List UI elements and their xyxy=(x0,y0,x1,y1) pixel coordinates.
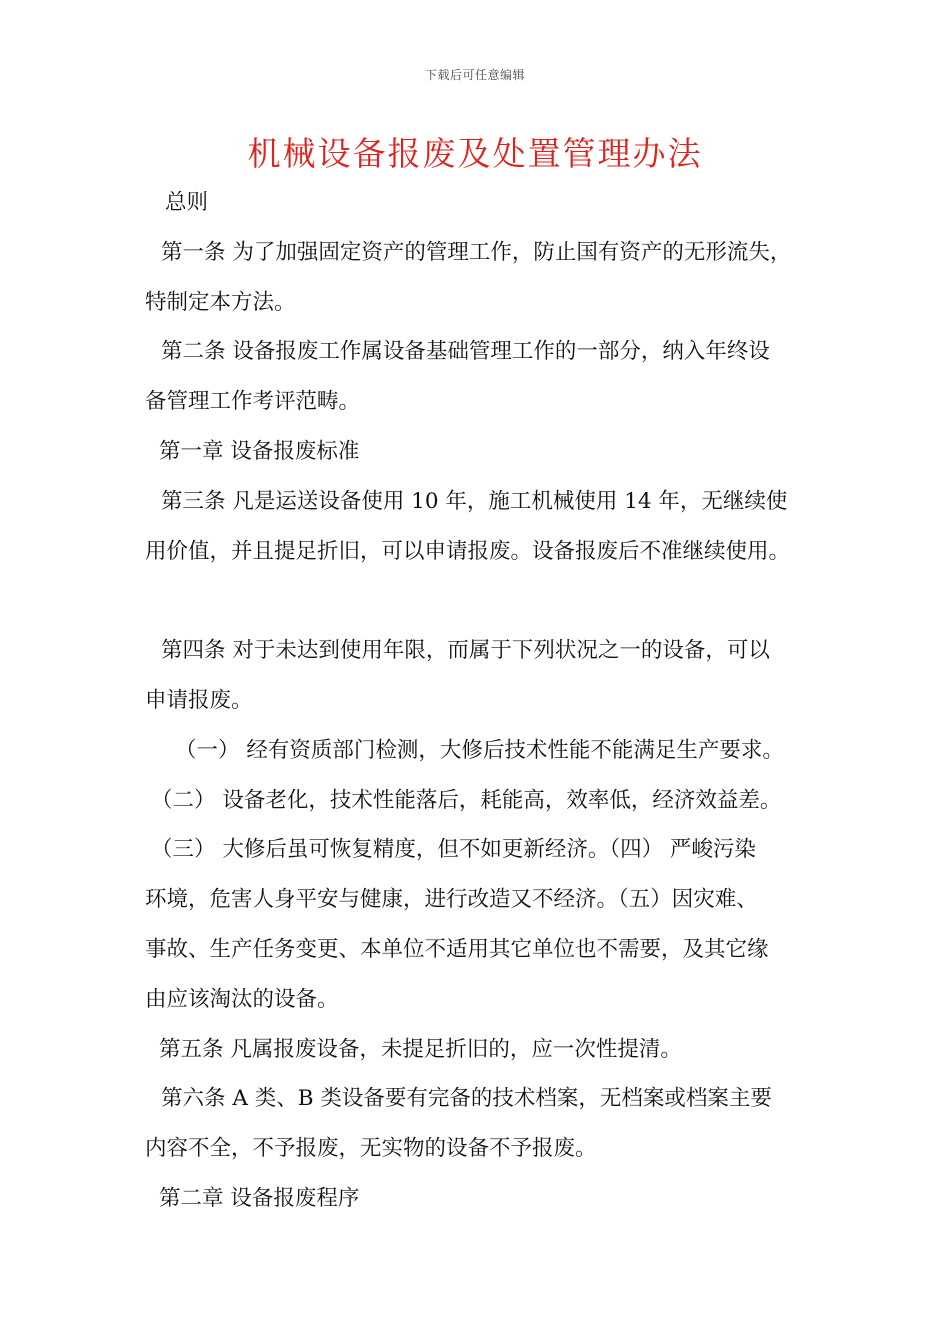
article-3-line-2: 用价值，并且提足折旧，可以申请报废。设备报废后不准继续使用。 xyxy=(145,538,791,564)
list-item-3-line-1: （三） 大修后虽可恢复精度，但不如更新经济。（四） 严峻污染 xyxy=(151,837,756,863)
article-6-line-2: 内容不全，不予报废，无实物的设备不予报废。 xyxy=(145,1136,597,1162)
chapter-1-heading: 第一章 设备报废标准 xyxy=(159,438,360,464)
article-1-line-1: 第一条 为了加强固定资产的管理工作，防止国有资产的无形流失， xyxy=(161,239,792,265)
article-6-line-1: 第六条 A 类、B 类设备要有完备的技术档案，无档案或档案主要 xyxy=(161,1086,772,1112)
list-item-2: （二） 设备老化，技术性能落后，耗能高，效率低，经济效益差。 xyxy=(151,787,782,813)
paragraph-gap xyxy=(145,576,817,626)
document-body xyxy=(145,178,817,1224)
article-1-line-2: 特制定本方法。 xyxy=(145,289,296,315)
article-2-line-2: 备管理工作考评范畴。 xyxy=(145,389,361,415)
list-item-4-line-2: 环境，危害人身平安与健康，进行改造又不经济。（五）因灾难、 xyxy=(145,887,758,913)
section-heading-general: 总则 xyxy=(165,190,209,215)
list-item-1: （一） 经有资质部门检测，大修后技术性能不能满足生产要求。 xyxy=(175,737,784,763)
article-4-line-2: 申请报废。 xyxy=(145,687,253,713)
article-2-line-1: 第二条 设备报废工作属设备基础管理工作的一部分，纳入年终设 xyxy=(161,339,770,365)
header-note: 下载后可任意编辑 xyxy=(424,68,525,82)
article-5: 第五条 凡属报废设备，未提足折旧的，应一次性提清。 xyxy=(159,1036,682,1062)
document-title: 机械设备报废及处置管理办法 xyxy=(247,134,703,173)
chapter-2-heading: 第二章 设备报废程序 xyxy=(159,1185,360,1211)
article-3-line-1: 第三条 凡是运送设备使用 10 年，施工机械使用 14 年，无继续使 xyxy=(161,488,788,514)
list-item-5-line-2: 事故、生产任务变更、本单位不适用其它单位也不需要，及其它缘 xyxy=(145,936,769,962)
article-4-line-1: 第四条 对于未达到使用年限，而属于下列状况之一的设备，可以 xyxy=(161,638,770,664)
list-item-5-line-3: 由应该淘汰的设备。 xyxy=(145,986,339,1012)
